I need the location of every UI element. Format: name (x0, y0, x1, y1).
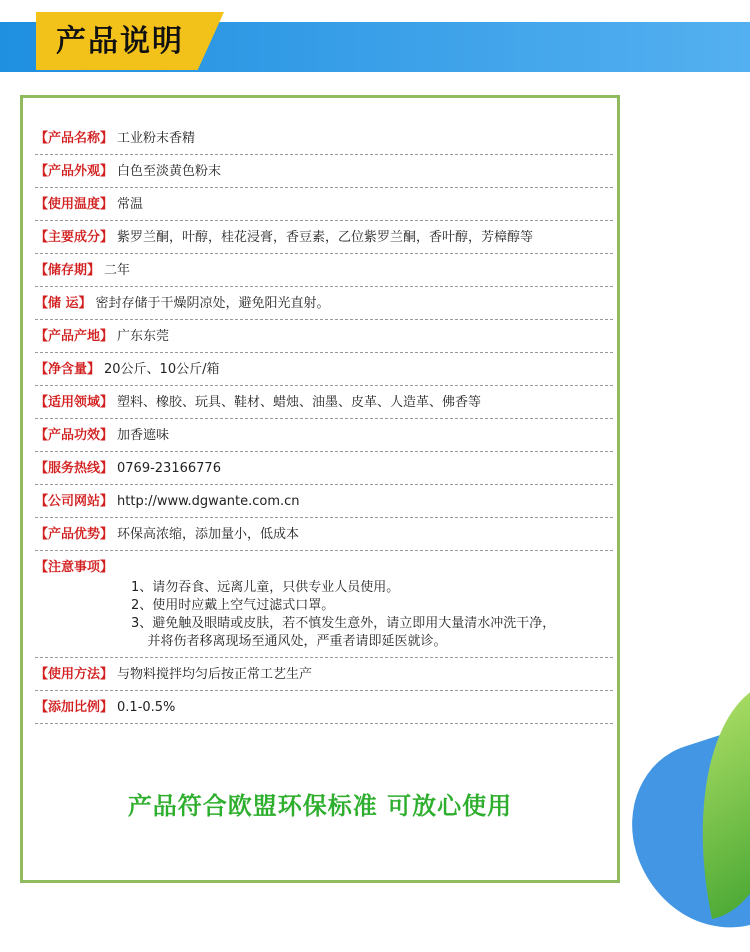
info-row-name: 【产品名称】 工业粉末香精 (35, 122, 613, 155)
info-row-appearance: 【产品外观】 白色至淡黄色粉末 (35, 155, 613, 188)
page-title: 产品说明 (56, 24, 184, 59)
product-info-card (20, 95, 620, 883)
info-row-origin: 【产品产地】 广东东莞 (35, 320, 613, 353)
info-row-efficacy: 【产品功效】 加香遮味 (35, 419, 613, 452)
precaution-line: 并将伤者移离现场至通风处，严重者请即延医就诊。 (131, 634, 447, 649)
info-row-advantages: 【产品优势】 环保高浓缩，添加量小，低成本 (35, 518, 613, 551)
info-row-hotline: 【服务热线】 0769-23166776 (35, 452, 613, 485)
info-rows (35, 122, 613, 724)
info-row-net-content: 【净含量】 20公斤、10公斤/箱 (35, 353, 613, 386)
info-row-ingredients: 【主要成分】 紫罗兰酮，叶醇，桂花浸膏，香豆素，乙位紫罗兰酮，香叶醇，芳樟醇等 (35, 221, 613, 254)
info-row-website: 【公司网站】 http://www.dgwante.com.cn (35, 485, 613, 518)
info-row-precautions: 【注意事项】 1、请勿吞食、远离儿童，只供专业人员使用。 2、使用时应戴上空气过滤式口罩。 3、避免触及眼睛或皮肤，若不慎发生意外，请立即用大量清水冲洗干净， 并将伤者移离现场至通风处，严重者请即延医就诊。 (35, 551, 613, 658)
precaution-line: 2、使用时应戴上空气过滤式口罩。 (131, 598, 335, 613)
info-row-storage: 【储 运】 密封存储于干燥阴凉处，避免阳光直射。 (35, 287, 613, 320)
precaution-line: 1、请勿吞食、远离儿童，只供专业人员使用。 (131, 580, 400, 595)
slogan: 产品符合欧盟环保标准 可放心使用 (127, 792, 513, 820)
info-row-usage: 【使用方法】 与物料搅拌均匀后按正常工艺生产 (35, 658, 613, 691)
precaution-line: 3、避免触及眼睛或皮肤，若不慎发生意外，请立即用大量清水冲洗干净， (131, 616, 556, 631)
info-row-temperature: 【使用温度】 常温 (35, 188, 613, 221)
precautions-list (35, 579, 613, 651)
info-row-shelf-life: 【储存期】 二年 (35, 254, 613, 287)
info-row-applications: 【适用领域】 塑料、橡胶、玩具、鞋材、蜡烛、油墨、皮革、人造革、佛香等 (35, 386, 613, 419)
info-row-dosage: 【添加比例】 0.1-0.5% (35, 691, 613, 724)
